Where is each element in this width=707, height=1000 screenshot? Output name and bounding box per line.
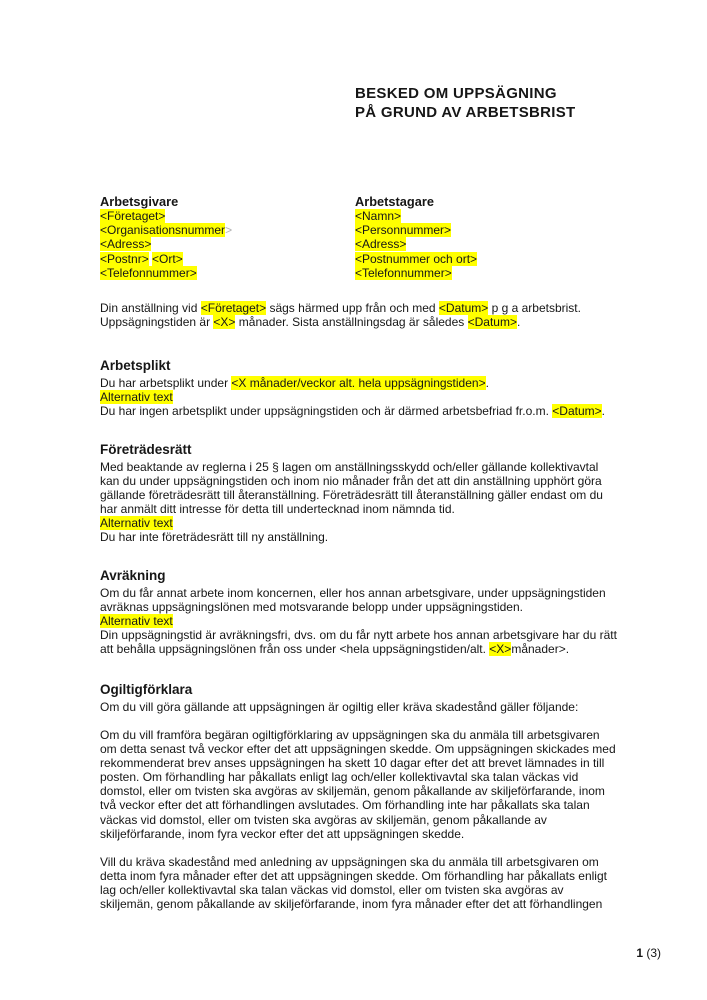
employee-name-field — [355, 209, 610, 223]
foretradesratt-paragraph: Med beaktande av reglerna i 25 § lagen om anställningsskydd och/eller gällande kollektivavtal kan du under uppsägningstiden och inom nio månader från det att din anställning upphört göra gällande företrädesrätt till återanställning. Företrädesrätt till återanställning gäller endast om du har anmält ditt intresse för detta till undertecknad inom nämnda tid. — [100, 459, 603, 516]
highlighted-placeholder: <Postnr> — [100, 251, 149, 266]
arbetsplikt-no-duty-line: Du har ingen arbetsplikt under uppsägningstiden och är därmed arbetsbefriad fr.o.m. <Datum>. — [100, 403, 605, 418]
highlighted-placeholder: <Personnummer> — [355, 223, 452, 238]
highlighted-placeholder: <Företaget> — [200, 301, 267, 315]
page-number-total: (3) — [643, 946, 661, 960]
highlighted-placeholder: <Datum> — [438, 301, 489, 315]
employee-zip-city-field — [355, 252, 610, 266]
employee-address-field — [355, 237, 610, 251]
document-title-line1: BESKED OM UPPSÄGNING — [355, 85, 557, 102]
highlighted-placeholder: <X> — [213, 315, 236, 330]
employer-company-field — [100, 209, 355, 223]
page-number — [636, 946, 661, 960]
muted-angle-bracket: > — [225, 223, 233, 238]
document-title-line2: PÅ GRUND AV ARBETSBRIST — [355, 104, 576, 121]
employee-personnumber-field — [355, 223, 610, 237]
highlighted-placeholder: <Adress> — [100, 237, 152, 252]
highlighted-placeholder: <Adress> — [355, 237, 407, 252]
employer-header: Arbetsgivare — [100, 194, 179, 209]
employer-phone-field — [100, 266, 355, 280]
highlighted-placeholder: <Organisationsnummer — [100, 223, 226, 238]
section-arbetsplikt-heading: Arbetsplikt — [100, 358, 171, 373]
foretradesratt-no-right-line: Du har inte företrädesrätt till ny anställning. — [100, 530, 329, 545]
highlighted-placeholder: Alternativ text — [100, 613, 173, 628]
employee-phone-field — [355, 266, 610, 280]
highlighted-placeholder: <Företaget> — [100, 209, 166, 223]
employer-column — [100, 194, 355, 280]
section-arbetsplikt — [100, 358, 617, 418]
ogiltigforklara-intro-line: Om du vill göra gällande att uppsägningen är ogiltig eller kräva skadestånd gäller följande: — [100, 699, 579, 714]
employer-orgnumber-field — [100, 223, 355, 237]
intro-paragraph: Din anställning vid <Företaget> sägs härmed upp från och med <Datum> p g a arbetsbrist. Uppsägningstiden är <X> månader. Sista anställningsdag är således <Datum>. — [100, 301, 581, 330]
page-number-current: 1 — [636, 946, 643, 960]
section-avrakning — [100, 568, 617, 656]
ogiltigforklara-paragraph1: Om du vill framföra begäran ogiltigförklaring av uppsägningen ska du anmäla till arbetsgivaren om detta senast två veckor efter det att uppsägningen skedde. Om uppsägningen skickades med rekommenderat brev anses uppsägningen ha skett 10 dagar efter det att brevet lämnades in till posten. Om förhandling har påkallats enligt lag och/eller kollektivavtal ska talan väckas vid domstol, eller om tvisten ska avgöras av skiljemän, genom påkallande av skiljeförfarande, inom två veckor efter det att förhandlingen avslutades. Om förhandling inte har påkallats ska talan väckas vid domstol, eller om tvisten ska avgöras av skiljemän, genom påkallande av skiljeförfarande, inom fyra veckor efter det att uppsägningen skedde. — [100, 727, 616, 841]
highlighted-placeholder: <Namn> — [355, 209, 402, 223]
highlighted-placeholder: <X> — [489, 642, 512, 657]
arbetsplikt-duty-line: Du har arbetsplikt under <X månader/veckor alt. hela uppsägningstiden>. — [100, 375, 489, 390]
employee-column — [355, 194, 610, 280]
parties-block — [100, 194, 610, 280]
section-foretradesratt — [100, 442, 617, 544]
employee-header: Arbetstagare — [355, 194, 434, 209]
highlighted-placeholder: <Datum> — [467, 315, 517, 330]
highlighted-placeholder: Alternativ text — [100, 389, 173, 404]
section-ogiltigforklara — [100, 682, 617, 912]
highlighted-placeholder: <Telefonnummer> — [100, 265, 197, 280]
avrakning-paragraph: Om du får annat arbete inom koncernen, eller hos annan arbetsgivare, under uppsägningstiden avräknas uppsägningslönen med motsvarande belopp under uppsägningstiden. — [100, 585, 606, 614]
highlighted-placeholder: <X månader/veckor alt. hela uppsägningstiden> — [231, 375, 486, 390]
section-ogiltigforklara-heading: Ogiltigförklara — [100, 682, 193, 697]
avrakning-alt-paragraph: Din uppsägningstid är avräkningsfri, dvs. om du får nytt arbete hos annan arbetsgivare har du rätt att behålla uppsägningslönen från oss under <hela uppsägningstiden/alt. <X>månader>. — [100, 627, 617, 657]
highlighted-placeholder: <Postnummer och ort> — [355, 251, 478, 266]
section-foretradesratt-heading: Företrädesrätt — [100, 442, 192, 457]
employer-address-field — [100, 237, 355, 251]
ogiltigforklara-paragraph2: Vill du kräva skadestånd med anledning av uppsägningen ska du anmäla till arbetsgivaren om detta inom fyra månader efter det att uppsägningen skedde. Om förhandling har påkallats enligt lag och/eller kollektivavtal ska talan väckas vid domstol, eller om tvisten ska avgöras av skiljemän, genom påkallande av skiljeförfarande, inom fyra månader efter det att förhandlingen — [100, 854, 607, 912]
avrakning-alt-label — [100, 614, 617, 628]
highlighted-placeholder: Alternativ text — [100, 516, 173, 531]
document-title — [355, 84, 576, 122]
employer-zip-city-field — [100, 252, 355, 266]
highlighted-placeholder: <Telefonnummer> — [355, 265, 452, 280]
highlighted-placeholder: <Datum> — [552, 403, 602, 418]
section-avrakning-heading: Avräkning — [100, 568, 166, 583]
foretradesratt-alt-label — [100, 516, 617, 530]
highlighted-placeholder: <Ort> — [152, 251, 183, 266]
arbetsplikt-alt-label — [100, 390, 617, 404]
